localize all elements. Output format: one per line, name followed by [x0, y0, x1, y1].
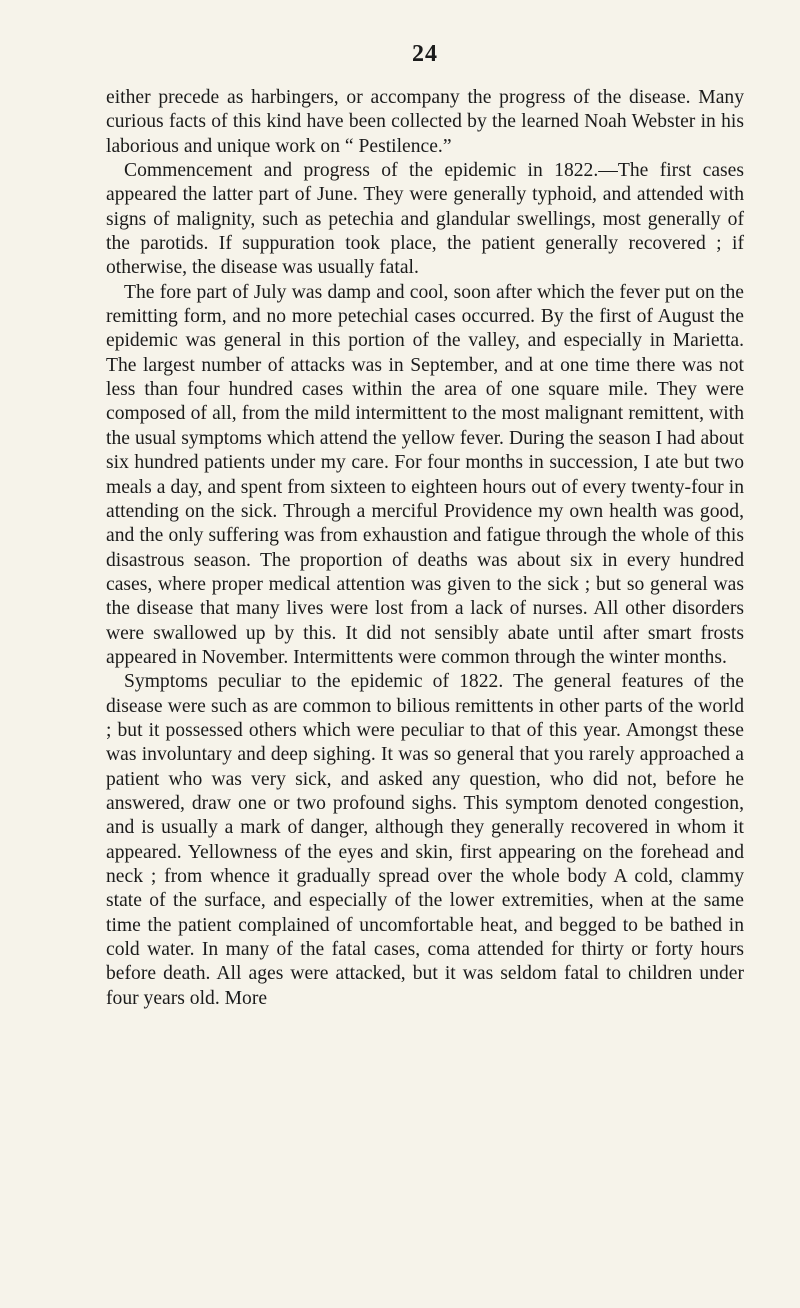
paragraph-symptoms-1822: Symptoms peculiar to the epidemic of 1822. The general features of the disease were such as are common to bilious remittents in other parts of the world ; but it possessed others which were peculiar to that of this year. Amongst these was involuntary and deep sighing. It was so general that you rarely approached a patient who was very sick, and asked any question, who did not, before he answered, draw one or two profound sighs. This symptom denoted congestion, and is usually a mark of danger, although they generally recovered in whom it appeared. Yellowness of the eyes and skin, first appearing on the forehead and neck ; from whence it gradually spread over the whole body A cold, clammy state of the surface, and especially of the lower extremities, when at the same time the patient complained of uncomfortable heat, and begged to be bathed in cold water. In many of the fatal cases, coma attended for thirty or forty hours before death. All ages were attacked, but it was seldom fatal to children under four years old. More — [106, 671, 744, 1009]
page-body — [106, 86, 744, 1011]
paragraph-commencement-1822: Commencement and progress of the epidemic in 1822.—The first cases appeared the latter part of June. They were generally typhoid, and attended with signs of malignity, such as petechia and glandular swellings, most generally of the parotids. If suppuration took place, the patient generally recovered ; if otherwise, the disease was usually fatal. — [106, 160, 744, 279]
page-number: 24 — [412, 41, 438, 67]
paragraph-july-august: The fore part of July was damp and cool, soon after which the fever put on the remitting form, and no more petechial cases occurred. By the first of August the epidemic was general in this portion of the valley, and especially in Marietta. The largest number of attacks was in September, and at one time there was not less than four hundred cases within the area of one square mile. They were composed of all, from the mild intermittent to the most malignant remittent, with the usual symptoms which attend the yellow fever. During the season I had about six hundred patients under my care. For four months in succession, I ate but two meals a day, and spent from sixteen to eighteen hours out of every twenty-four in attending on the sick. Through a merciful Providence my own health was good, and the only suffering was from exhaustion and fatigue through the whole of this disastrous season. The proportion of deaths was about six in every hundred cases, where proper medical attention was given to the sick ; but so general was the disease that many lives were lost from a lack of nurses. All other disorders were swallowed up by this. It did not sensibly abate until after smart frosts appeared in November. Intermittents were common through the winter months. — [106, 281, 744, 668]
paragraph-continuation: either precede as harbingers, or accompany the progress of the disease. Many curious facts of this kind have been collected by the learned Noah Webster in his laborious and unique work on “ Pestilence.” — [106, 87, 744, 157]
